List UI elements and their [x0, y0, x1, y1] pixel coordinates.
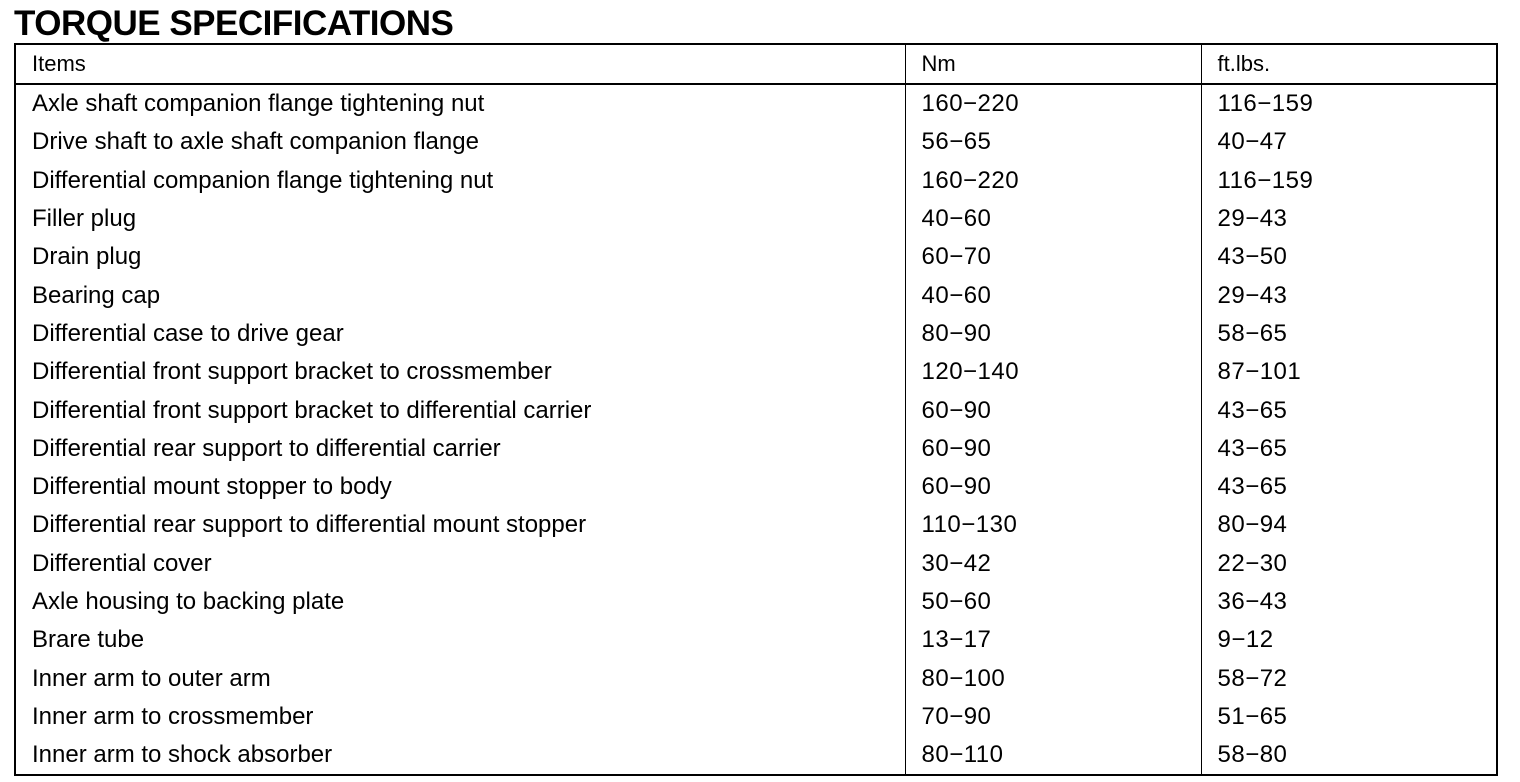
item-cell: Axle shaft companion flange tightening nut	[15, 84, 905, 123]
nm-cell: 60−90	[905, 430, 1201, 468]
table-row	[15, 315, 1497, 353]
item-cell: Inner arm to crossmember	[15, 698, 905, 736]
item-cell: Differential case to drive gear	[15, 315, 905, 353]
nm-cell: 56−65	[905, 123, 1201, 161]
table-body	[15, 84, 1497, 775]
nm-cell: 70−90	[905, 698, 1201, 736]
ftlbs-cell: 51−65	[1217, 702, 1288, 730]
nm-cell: 60−90	[905, 468, 1201, 506]
table-row	[15, 162, 1497, 200]
nm-cell: 50−60	[905, 583, 1201, 621]
ftlbs-cell: 29−43	[1217, 205, 1288, 233]
ftlbs-cell: 116−159	[1217, 90, 1314, 118]
nm-cell: 80−100	[905, 659, 1201, 697]
item-cell: Inner arm to shock absorber	[15, 736, 905, 775]
table-row	[15, 468, 1497, 506]
ftlbs-cell: 43−65	[1217, 396, 1288, 424]
torque-spec-table	[14, 43, 1498, 776]
item-cell: Differential rear support to differential mount stopper	[15, 506, 905, 544]
item-cell: Bearing cap	[15, 276, 905, 314]
item-cell: Differential front support bracket to crossmember	[15, 353, 905, 391]
table-row	[15, 583, 1497, 621]
item-cell: Inner arm to outer arm	[15, 659, 905, 697]
table-row	[15, 545, 1497, 583]
item-cell: Differential front support bracket to differential carrier	[15, 391, 905, 429]
column-header-ftlbs: ft.lbs.	[1201, 44, 1497, 84]
table-header-row	[15, 44, 1497, 84]
nm-cell: 60−90	[905, 391, 1201, 429]
ftlbs-cell: 43−50	[1217, 243, 1288, 271]
item-cell: Filler plug	[15, 200, 905, 238]
item-cell: Drain plug	[15, 238, 905, 276]
ftlbs-cell: 87−101	[1217, 358, 1302, 386]
ftlbs-cell: 58−72	[1217, 664, 1288, 692]
table-row	[15, 736, 1497, 775]
item-cell: Differential mount stopper to body	[15, 468, 905, 506]
table-row	[15, 659, 1497, 697]
nm-cell: 30−42	[905, 545, 1201, 583]
nm-cell: 13−17	[905, 621, 1201, 659]
ftlbs-cell: 43−65	[1217, 473, 1288, 501]
item-cell: Differential companion flange tightening nut	[15, 162, 905, 200]
ftlbs-cell: 58−65	[1217, 319, 1288, 347]
table-row	[15, 123, 1497, 161]
ftlbs-cell: 36−43	[1217, 588, 1288, 615]
ftlbs-cell: 9−12	[1217, 626, 1274, 654]
ftlbs-cell: 80−94	[1217, 511, 1288, 539]
nm-cell: 40−60	[905, 276, 1201, 314]
table-row	[15, 506, 1497, 544]
item-cell: Differential cover	[15, 545, 905, 583]
table-row	[15, 353, 1497, 391]
table-row	[15, 84, 1497, 123]
item-cell: Axle housing to backing plate	[15, 583, 905, 621]
item-cell: Drive shaft to axle shaft companion flange	[15, 123, 905, 161]
table-row	[15, 430, 1497, 468]
ftlbs-cell: 43−65	[1217, 434, 1288, 462]
item-cell: Differential rear support to differential carrier	[15, 430, 905, 468]
nm-cell: 160−220	[905, 84, 1201, 123]
table-row	[15, 238, 1497, 276]
ftlbs-cell: 22−30	[1217, 549, 1288, 577]
column-header-nm: Nm	[905, 44, 1201, 84]
page-title: TORQUE SPECIFICATIONS	[14, 4, 454, 43]
ftlbs-cell: 58−80	[1217, 741, 1288, 769]
nm-cell: 160−220	[905, 162, 1201, 200]
nm-cell: 80−110	[905, 736, 1201, 775]
column-header-items: Items	[15, 44, 905, 84]
nm-cell: 40−60	[905, 200, 1201, 238]
table-row	[15, 621, 1497, 659]
table-row	[15, 276, 1497, 314]
table-row	[15, 698, 1497, 736]
table-row	[15, 200, 1497, 238]
nm-cell: 60−70	[905, 238, 1201, 276]
table-row	[15, 391, 1497, 429]
item-cell: Brare tube	[15, 621, 905, 659]
nm-cell: 110−130	[905, 506, 1201, 544]
nm-cell: 120−140	[905, 353, 1201, 391]
ftlbs-cell: 116−159	[1217, 166, 1314, 194]
ftlbs-cell: 29−43	[1217, 281, 1288, 309]
ftlbs-cell: 40−47	[1217, 128, 1288, 156]
nm-cell: 80−90	[905, 315, 1201, 353]
